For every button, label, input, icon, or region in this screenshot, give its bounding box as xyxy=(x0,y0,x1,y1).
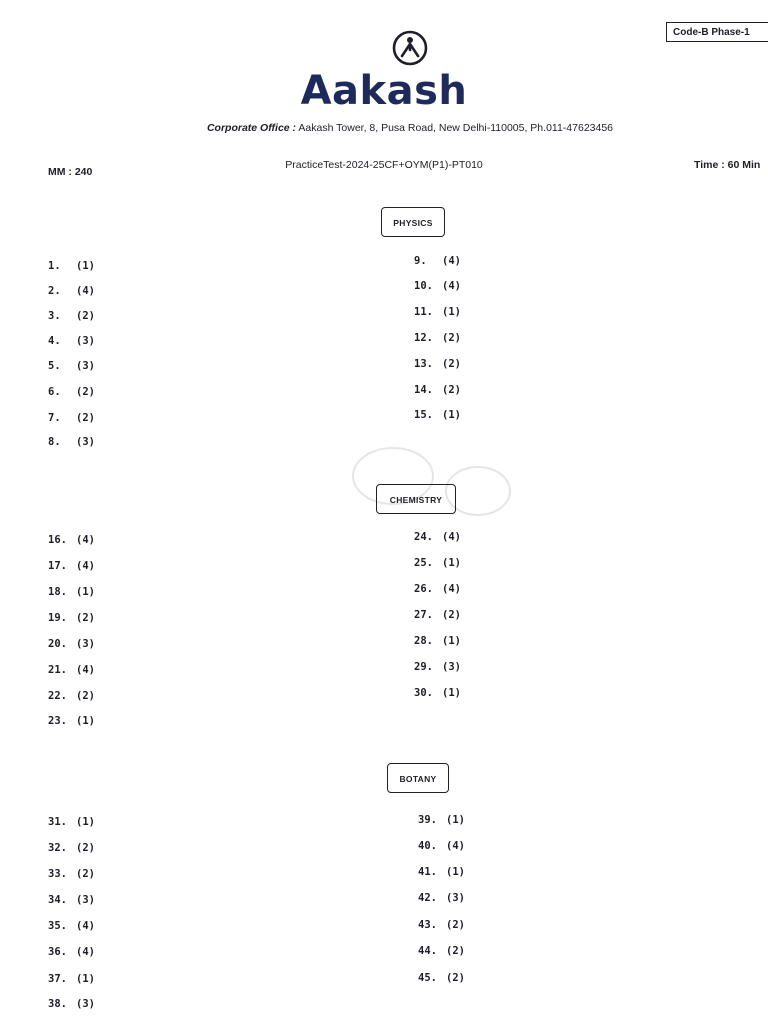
answer-option: (1) xyxy=(446,866,465,878)
brand-wordmark: Aakash xyxy=(300,68,468,114)
question-number: 19. xyxy=(48,612,67,624)
answer-row xyxy=(48,534,95,546)
section-title: PHYSICS xyxy=(393,218,433,228)
answer-option: (4) xyxy=(76,920,95,932)
answer-option: (3) xyxy=(76,436,95,448)
question-number: 4. xyxy=(48,335,61,347)
answer-row xyxy=(418,945,465,957)
question-number: 36. xyxy=(48,946,67,958)
answer-option: (4) xyxy=(76,946,95,958)
question-number: 5. xyxy=(48,360,61,372)
answer-option: (4) xyxy=(76,560,95,572)
answer-row xyxy=(48,260,95,272)
answer-option: (2) xyxy=(446,919,465,931)
answer-row xyxy=(48,664,95,676)
answer-row xyxy=(48,816,95,828)
answer-row xyxy=(48,412,95,424)
answer-row xyxy=(418,840,465,852)
answer-option: (1) xyxy=(76,816,95,828)
answer-row xyxy=(48,386,95,398)
paper-code: Code-B Phase-1 xyxy=(673,27,750,38)
answer-option: (3) xyxy=(76,360,95,372)
answer-row xyxy=(48,360,95,372)
answer-row xyxy=(418,919,465,931)
answer-row xyxy=(48,868,95,880)
question-number: 8. xyxy=(48,436,61,448)
answer-option: (3) xyxy=(76,894,95,906)
answer-row xyxy=(414,609,461,621)
section-title: BOTANY xyxy=(399,774,437,784)
question-number: 29. xyxy=(414,661,433,673)
question-number: 27. xyxy=(414,609,433,621)
answer-option: (2) xyxy=(446,972,465,984)
question-number: 11. xyxy=(414,306,433,318)
answer-option: (2) xyxy=(442,358,461,370)
answer-row xyxy=(414,332,461,344)
aakash-logo-icon xyxy=(390,28,430,68)
answer-option: (2) xyxy=(446,945,465,957)
answer-row xyxy=(414,687,461,699)
question-number: 16. xyxy=(48,534,67,546)
section-heading-botany xyxy=(387,763,449,793)
answer-row xyxy=(414,280,461,292)
answer-row xyxy=(414,635,461,647)
question-number: 31. xyxy=(48,816,67,828)
question-number: 1. xyxy=(48,260,61,272)
question-number: 6. xyxy=(48,386,61,398)
question-number: 33. xyxy=(48,868,67,880)
answer-row xyxy=(418,866,465,878)
answer-option: (1) xyxy=(442,687,461,699)
question-number: 22. xyxy=(48,690,67,702)
question-number: 9. xyxy=(414,255,427,267)
question-number: 3. xyxy=(48,310,61,322)
answer-row xyxy=(48,560,95,572)
test-name: PracticeTest-2024-25CF+OYM(P1)-PT010 xyxy=(285,159,483,171)
question-number: 37. xyxy=(48,973,67,985)
answer-option: (4) xyxy=(76,285,95,297)
answer-option: (4) xyxy=(442,255,461,267)
question-number: 34. xyxy=(48,894,67,906)
answer-row xyxy=(48,998,95,1010)
question-number: 44. xyxy=(418,945,437,957)
question-number: 10. xyxy=(414,280,433,292)
answer-option: (2) xyxy=(76,868,95,880)
answer-row xyxy=(48,894,95,906)
answer-row xyxy=(48,638,95,650)
corporate-office-label: Corporate Office : xyxy=(206,122,297,134)
answer-row xyxy=(48,842,95,854)
answer-option: (3) xyxy=(442,661,461,673)
answer-row xyxy=(414,255,461,267)
question-number: 2. xyxy=(48,285,61,297)
answer-option: (2) xyxy=(76,386,95,398)
question-number: 43. xyxy=(418,919,437,931)
question-number: 32. xyxy=(48,842,67,854)
answer-option: (2) xyxy=(442,384,461,396)
question-number: 35. xyxy=(48,920,67,932)
answer-row xyxy=(414,358,461,370)
answer-option: (2) xyxy=(442,609,461,621)
max-marks: MM : 240 xyxy=(48,166,93,178)
question-number: 14. xyxy=(414,384,433,396)
question-number: 26. xyxy=(414,583,433,595)
question-number: 21. xyxy=(48,664,67,676)
answer-row xyxy=(48,586,95,598)
answer-row xyxy=(418,892,465,904)
question-number: 28. xyxy=(414,635,433,647)
answer-option: (2) xyxy=(76,842,95,854)
answer-row xyxy=(418,972,465,984)
answer-row xyxy=(48,973,95,985)
question-number: 15. xyxy=(414,409,433,421)
section-title: CHEMISTRY xyxy=(389,495,443,505)
question-number: 40. xyxy=(418,840,437,852)
paper-code-box xyxy=(666,22,768,42)
question-number: 24. xyxy=(414,531,433,543)
answer-row xyxy=(48,920,95,932)
answer-row xyxy=(414,661,461,673)
question-number: 23. xyxy=(48,715,67,727)
answer-option: (2) xyxy=(442,332,461,344)
section-heading-physics xyxy=(381,207,445,237)
question-number: 41. xyxy=(418,866,437,878)
answer-option: (1) xyxy=(442,557,461,569)
answer-row xyxy=(48,285,95,297)
answer-option: (3) xyxy=(76,638,95,650)
answer-row xyxy=(414,557,461,569)
answer-option: (4) xyxy=(442,583,461,595)
answer-option: (1) xyxy=(76,260,95,272)
answer-option: (1) xyxy=(442,635,461,647)
answer-option: (1) xyxy=(442,409,461,421)
answer-row xyxy=(48,690,95,702)
question-number: 7. xyxy=(48,412,61,424)
answer-option: (3) xyxy=(76,335,95,347)
answer-option: (4) xyxy=(442,280,461,292)
answer-option: (3) xyxy=(76,998,95,1010)
answer-option: (2) xyxy=(76,310,95,322)
answer-row xyxy=(414,306,461,318)
answer-option: (3) xyxy=(446,892,465,904)
answer-option: (1) xyxy=(76,715,95,727)
answer-row xyxy=(48,946,95,958)
answer-row xyxy=(418,814,465,826)
answer-row xyxy=(48,715,95,727)
answer-option: (1) xyxy=(76,973,95,985)
answer-row xyxy=(414,409,461,421)
answer-row xyxy=(414,531,461,543)
question-number: 39. xyxy=(418,814,437,826)
question-number: 18. xyxy=(48,586,67,598)
question-number: 25. xyxy=(414,557,433,569)
answer-option: (1) xyxy=(442,306,461,318)
answer-option: (2) xyxy=(76,412,95,424)
answer-row xyxy=(48,335,95,347)
question-number: 17. xyxy=(48,560,67,572)
corporate-office-text: Aakash Tower, 8, Pusa Road, New Delhi-110005, Ph.011-47623456 xyxy=(298,122,614,134)
answer-row xyxy=(48,310,95,322)
answer-option: (4) xyxy=(76,534,95,546)
answer-option: (4) xyxy=(76,664,95,676)
answer-row xyxy=(414,384,461,396)
answer-option: (4) xyxy=(442,531,461,543)
time-limit: Time : 60 Min xyxy=(694,159,761,171)
section-heading-chemistry xyxy=(376,484,456,514)
answer-option: (1) xyxy=(76,586,95,598)
question-number: 30. xyxy=(414,687,433,699)
question-number: 12. xyxy=(414,332,433,344)
question-number: 45. xyxy=(418,972,437,984)
answer-row xyxy=(414,583,461,595)
answer-option: (1) xyxy=(446,814,465,826)
answer-option: (2) xyxy=(76,690,95,702)
question-number: 42. xyxy=(418,892,437,904)
answer-option: (4) xyxy=(446,840,465,852)
question-number: 13. xyxy=(414,358,433,370)
answer-option: (2) xyxy=(76,612,95,624)
corporate-office-address xyxy=(190,122,630,134)
answer-row xyxy=(48,436,95,448)
question-number: 38. xyxy=(48,998,67,1010)
answer-row xyxy=(48,612,95,624)
question-number: 20. xyxy=(48,638,67,650)
